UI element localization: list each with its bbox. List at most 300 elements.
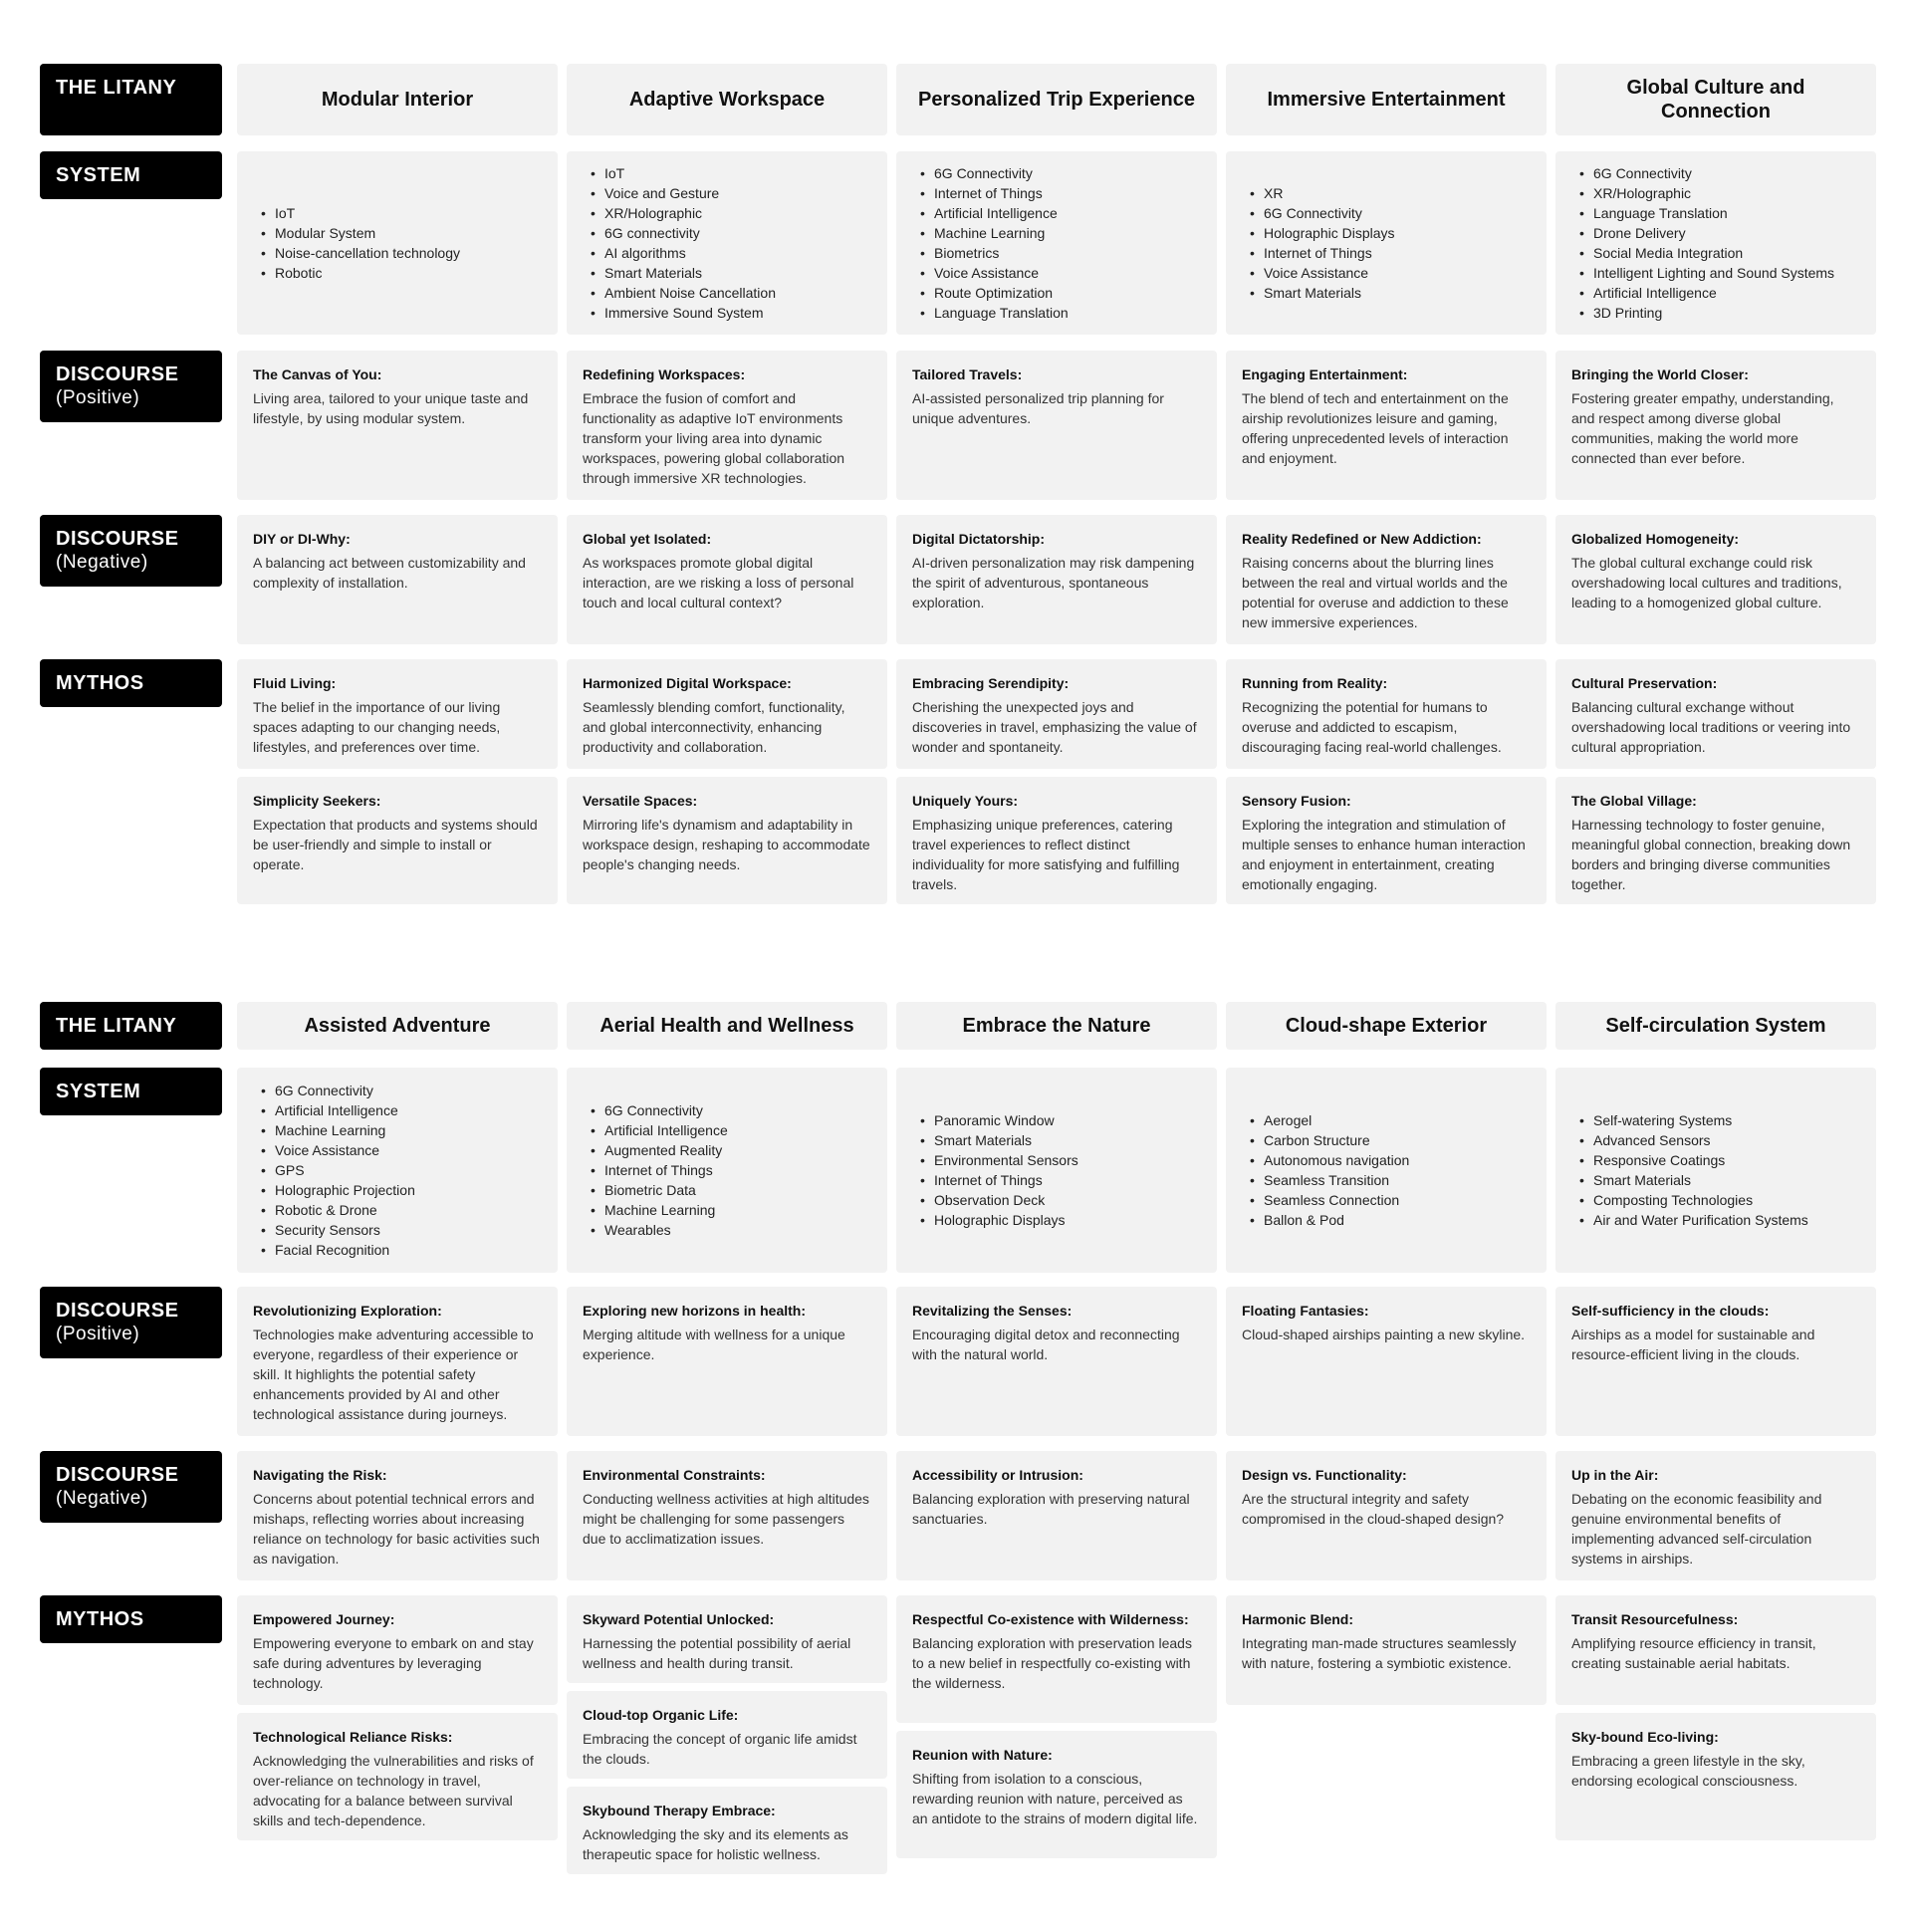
system-item: • Facial Recognition xyxy=(261,1240,415,1260)
system-item: • Ambient Noise Cancellation xyxy=(591,283,776,303)
mythos-column-5 xyxy=(1555,659,1876,906)
mythos-title: Running from Reality: xyxy=(1242,675,1388,691)
mythos-body: Harnessing technology to foster genuine, meaningful global connection, breaking down borders and bringing diverse communities together. xyxy=(1571,817,1851,892)
mythos-stack xyxy=(1555,659,1876,904)
system-list xyxy=(920,1110,1078,1230)
system-column-5 xyxy=(1555,151,1876,335)
discourse-body: Cloud-shaped airships painting a new skyline. xyxy=(1242,1327,1526,1342)
mythos-stack xyxy=(237,659,558,904)
system-item: • Ballon & Pod xyxy=(1250,1210,1409,1230)
negative-discourse-card xyxy=(896,515,1217,644)
negative-column-4 xyxy=(1226,515,1547,644)
discourse-title: Exploring new horizons in health: xyxy=(583,1303,807,1319)
system-item: • Voice and Gesture xyxy=(591,183,776,203)
row-label-subtitle: (Negative) xyxy=(56,1488,148,1509)
mythos-stack xyxy=(1555,1595,1876,1840)
negative-column-2 xyxy=(567,1451,887,1580)
mythos-card xyxy=(567,777,887,904)
negative-label xyxy=(40,1451,222,1523)
negative-discourse-card xyxy=(1226,515,1547,644)
mythos-title: Technological Reliance Risks: xyxy=(253,1729,453,1745)
system-item: • Composting Technologies xyxy=(1579,1190,1808,1210)
row-label-title: MYTHOS xyxy=(56,672,144,694)
discourse-body: Conducting wellness activities at high altitudes might be challenging for some passengers due to acclimatization issues. xyxy=(583,1491,869,1547)
mythos-card xyxy=(567,1595,887,1683)
positive-discourse-card xyxy=(1226,351,1547,500)
mythos-stack xyxy=(896,659,1217,904)
negative-column-3 xyxy=(896,1451,1217,1580)
discourse-title: Bringing the World Closer: xyxy=(1571,366,1749,382)
litany-header: Assisted Adventure xyxy=(237,1002,558,1050)
negative-column-2 xyxy=(567,515,887,644)
system-item: • Language Translation xyxy=(1579,203,1834,223)
system-list xyxy=(1250,183,1395,303)
system-item: • Artificial Intelligence xyxy=(920,203,1069,223)
mythos-body: Acknowledging the vulnerabilities and risks of over-reliance on technology in travel, advocating for a balance between survival skills and tech-dependence. xyxy=(253,1753,534,1828)
positive-discourse-card xyxy=(1555,1287,1876,1436)
discourse-body: The global cultural exchange could risk overshadowing local cultures and traditions, leading to a homogenized global culture. xyxy=(1571,555,1842,610)
litany-header: Global Culture and Connection xyxy=(1555,64,1876,135)
system-item: • Artificial Intelligence xyxy=(1579,283,1834,303)
mythos-title: Skybound Therapy Embrace: xyxy=(583,1803,776,1818)
system-item: • Internet of Things xyxy=(920,183,1069,203)
system-column-4 xyxy=(1226,151,1547,335)
system-column-3 xyxy=(896,1068,1217,1273)
positive-discourse-card xyxy=(567,351,887,500)
system-item: • Observation Deck xyxy=(920,1190,1078,1210)
discourse-body: As workspaces promote global digital interaction, are we risking a loss of personal touch and local cultural context? xyxy=(583,555,854,610)
row-label-subtitle: (Positive) xyxy=(56,1324,140,1344)
mythos-body: Balancing exploration with preservation leads to a new belief in respectfully co-existing with the wilderness. xyxy=(912,1635,1192,1691)
discourse-title: Reality Redefined or New Addiction: xyxy=(1242,531,1482,547)
system-item: • Social Media Integration xyxy=(1579,243,1834,263)
system-item: • Self-watering Systems xyxy=(1579,1110,1808,1130)
mythos-title: Cloud-top Organic Life: xyxy=(583,1707,739,1723)
negative-column-5 xyxy=(1555,1451,1876,1580)
discourse-body: Airships as a model for sustainable and resource-efficient living in the clouds. xyxy=(1571,1327,1815,1362)
row-label-title: THE LITANY xyxy=(56,77,177,99)
mythos-card xyxy=(1226,659,1547,769)
system-column-2 xyxy=(567,151,887,335)
system-item: • Advanced Sensors xyxy=(1579,1130,1808,1150)
litany-header: Personalized Trip Experience xyxy=(896,64,1217,135)
litany-label xyxy=(40,64,222,135)
mythos-title: Simplicity Seekers: xyxy=(253,793,381,809)
litany-column-1 xyxy=(237,64,558,135)
discourse-title: Globalized Homogeneity: xyxy=(1571,531,1740,547)
system-card xyxy=(896,151,1217,335)
system-item: • 6G Connectivity xyxy=(591,1100,728,1120)
positive-column-5 xyxy=(1555,1287,1876,1436)
system-card xyxy=(1226,151,1547,335)
discourse-body: Fostering greater empathy, understanding, and respect among diverse global communities, making the world more connected than ever before. xyxy=(1571,390,1834,466)
mythos-card xyxy=(567,1691,887,1779)
system-item: • Aerogel xyxy=(1250,1110,1409,1130)
mythos-stack xyxy=(567,659,887,904)
positive-column-2 xyxy=(567,1287,887,1436)
mythos-title: Respectful Co-existence with Wilderness: xyxy=(912,1611,1189,1627)
mythos-column-2 xyxy=(567,659,887,906)
system-card xyxy=(1226,1068,1547,1273)
discourse-body: A balancing act between customizability and complexity of installation. xyxy=(253,555,526,591)
discourse-title: Navigating the Risk: xyxy=(253,1467,387,1483)
negative-discourse-card xyxy=(567,1451,887,1580)
system-card xyxy=(567,1068,887,1273)
mythos-stack xyxy=(237,1595,558,1840)
system-item: • Artificial Intelligence xyxy=(261,1100,415,1120)
system-column-1 xyxy=(237,1068,558,1273)
positive-column-3 xyxy=(896,351,1217,500)
positive-label xyxy=(40,1287,222,1358)
litany-header: Adaptive Workspace xyxy=(567,64,887,135)
mythos-card xyxy=(896,1731,1217,1858)
discourse-body: AI-assisted personalized trip planning for unique adventures. xyxy=(912,390,1164,426)
system-item: • Robotic xyxy=(261,263,460,283)
system-card xyxy=(1555,1068,1876,1273)
system-item: • 6G Connectivity xyxy=(1250,203,1395,223)
system-column-3 xyxy=(896,151,1217,335)
discourse-body: The blend of tech and entertainment on the airship revolutionizes leisure and gaming, offering unprecedented levels of interaction and enjoyment. xyxy=(1242,390,1509,466)
discourse-body: Concerns about potential technical errors and mishaps, reflecting worries about increasing reliance on technology for basic activities such as navigation. xyxy=(253,1491,540,1567)
row-label-title: DISCOURSE xyxy=(56,1464,179,1486)
positive-discourse-card xyxy=(896,1287,1217,1436)
system-list xyxy=(261,203,460,283)
mythos-title: Harmonized Digital Workspace: xyxy=(583,675,792,691)
discourse-title: Engaging Entertainment: xyxy=(1242,366,1408,382)
mythos-stack xyxy=(1226,659,1547,904)
system-column-5 xyxy=(1555,1068,1876,1273)
system-item: • IoT xyxy=(261,203,460,223)
system-item: • Machine Learning xyxy=(591,1200,728,1220)
system-column-2 xyxy=(567,1068,887,1273)
litany-column-5 xyxy=(1555,64,1876,135)
discourse-title: Up in the Air: xyxy=(1571,1467,1659,1483)
system-item: • Biometrics xyxy=(920,243,1069,263)
mythos-column-3 xyxy=(896,659,1217,906)
mythos-stack xyxy=(567,1595,887,1874)
discourse-title: Environmental Constraints: xyxy=(583,1467,766,1483)
litany-header: Cloud-shape Exterior xyxy=(1226,1002,1547,1050)
mythos-title: Uniquely Yours: xyxy=(912,793,1019,809)
positive-column-4 xyxy=(1226,1287,1547,1436)
mythos-title: Versatile Spaces: xyxy=(583,793,698,809)
mythos-card xyxy=(1555,1595,1876,1705)
mythos-column-3 xyxy=(896,1595,1217,1874)
system-item: • Drone Delivery xyxy=(1579,223,1834,243)
mythos-card xyxy=(1555,659,1876,769)
system-item: • Machine Learning xyxy=(261,1120,415,1140)
system-card xyxy=(237,151,558,335)
mythos-body: The belief in the importance of our living spaces adapting to our changing needs, lifestyles, and preferences over time. xyxy=(253,699,501,755)
litany-header: Self-circulation System xyxy=(1555,1002,1876,1050)
mythos-card xyxy=(1226,1595,1547,1705)
system-item: • 3D Printing xyxy=(1579,303,1834,323)
mythos-body: Harnessing the potential possibility of aerial wellness and health during transit. xyxy=(583,1635,851,1671)
positive-discourse-card xyxy=(237,1287,558,1436)
negative-column-1 xyxy=(237,1451,558,1580)
negative-discourse-card xyxy=(1555,1451,1876,1580)
mythos-title: Harmonic Blend: xyxy=(1242,1611,1354,1627)
discourse-body: Technologies make adventuring accessible to everyone, regardless of their experience or skill. It highlights the potential safety enhancements provided by AI and other technological assistance during journeys. xyxy=(253,1327,534,1422)
system-item: • Responsive Coatings xyxy=(1579,1150,1808,1170)
negative-discourse-card xyxy=(1555,515,1876,644)
row-label-title: DISCOURSE xyxy=(56,363,179,385)
system-row xyxy=(40,1068,1882,1273)
positive-row xyxy=(40,1287,1882,1436)
mythos-card xyxy=(237,1595,558,1705)
system-item: • Panoramic Window xyxy=(920,1110,1078,1130)
positive-discourse-card xyxy=(1226,1287,1547,1436)
row-label-subtitle: (Negative) xyxy=(56,552,148,573)
system-item: • 6G Connectivity xyxy=(261,1081,415,1100)
system-item: • Smart Materials xyxy=(1579,1170,1808,1190)
mythos-body: Empowering everyone to embark on and stay safe during adventures by leveraging technology. xyxy=(253,1635,534,1691)
mythos-stack xyxy=(896,1595,1217,1858)
mythos-body: Expectation that products and systems should be user-friendly and simple to install or operate. xyxy=(253,817,538,872)
discourse-body: Encouraging digital detox and reconnecting with the natural world. xyxy=(912,1327,1180,1362)
system-item: • Internet of Things xyxy=(920,1170,1078,1190)
discourse-title: Floating Fantasies: xyxy=(1242,1303,1369,1319)
positive-column-5 xyxy=(1555,351,1876,500)
discourse-title: Design vs. Functionality: xyxy=(1242,1467,1407,1483)
system-item: • XR/Holographic xyxy=(1579,183,1834,203)
positive-discourse-card xyxy=(237,351,558,500)
system-item: • GPS xyxy=(261,1160,415,1180)
mythos-title: Skyward Potential Unlocked: xyxy=(583,1611,775,1627)
negative-column-4 xyxy=(1226,1451,1547,1580)
litany-header: Aerial Health and Wellness xyxy=(567,1002,887,1050)
negative-label xyxy=(40,515,222,587)
litany-column-4 xyxy=(1226,64,1547,135)
row-label-subtitle: (Positive) xyxy=(56,387,140,408)
mythos-title: Fluid Living: xyxy=(253,675,337,691)
system-item: • Augmented Reality xyxy=(591,1140,728,1160)
mythos-column-4 xyxy=(1226,1595,1547,1874)
discourse-body: AI-driven personalization may risk dampening the spirit of adventurous, spontaneous exploration. xyxy=(912,555,1195,610)
system-column-1 xyxy=(237,151,558,335)
negative-column-3 xyxy=(896,515,1217,644)
system-item: • Wearables xyxy=(591,1220,728,1240)
system-item: • AI algorithms xyxy=(591,243,776,263)
mythos-card xyxy=(1555,1713,1876,1840)
mythos-body: Mirroring life's dynamism and adaptability in workspace design, reshaping to accommodate people's changing needs. xyxy=(583,817,870,872)
mythos-body: Cherishing the unexpected joys and discoveries in travel, emphasizing the value of wonder and spontaneity. xyxy=(912,699,1197,755)
system-list xyxy=(591,163,776,323)
litany-column-4 xyxy=(1226,1002,1547,1050)
system-item: • Internet of Things xyxy=(591,1160,728,1180)
mythos-body: Acknowledging the sky and its elements as therapeutic space for holistic wellness. xyxy=(583,1826,848,1862)
mythos-card xyxy=(237,659,558,769)
system-item: • Carbon Structure xyxy=(1250,1130,1409,1150)
mythos-title: Empowered Journey: xyxy=(253,1611,395,1627)
mythos-column-4 xyxy=(1226,659,1547,906)
mythos-card xyxy=(896,659,1217,769)
mythos-title: Sensory Fusion: xyxy=(1242,793,1351,809)
negative-discourse-card xyxy=(567,515,887,644)
negative-discourse-card xyxy=(237,515,558,644)
system-label xyxy=(40,1068,222,1115)
litany-label xyxy=(40,1002,222,1050)
system-item: • Voice Assistance xyxy=(920,263,1069,283)
mythos-row xyxy=(40,1595,1882,1874)
positive-discourse-card xyxy=(896,351,1217,500)
system-item: • XR/Holographic xyxy=(591,203,776,223)
system-item: • Holographic Projection xyxy=(261,1180,415,1200)
discourse-title: Accessibility or Intrusion: xyxy=(912,1467,1083,1483)
system-item: • Route Optimization xyxy=(920,283,1069,303)
litany-column-3 xyxy=(896,64,1217,135)
mythos-title: Cultural Preservation: xyxy=(1571,675,1718,691)
system-list xyxy=(920,163,1069,323)
mythos-title: Embracing Serendipity: xyxy=(912,675,1070,691)
litany-column-1 xyxy=(237,1002,558,1050)
system-item: • Smart Materials xyxy=(591,263,776,283)
system-card xyxy=(896,1068,1217,1273)
system-list xyxy=(261,1081,415,1260)
mythos-title: Reunion with Nature: xyxy=(912,1747,1053,1763)
system-item: • Language Translation xyxy=(920,303,1069,323)
litany-row xyxy=(40,1002,1882,1050)
mythos-body: Recognizing the potential for humans to overuse and addicted to escapism, discouraging facing real-world challenges. xyxy=(1242,699,1502,755)
mythos-card xyxy=(567,1787,887,1874)
mythos-card xyxy=(567,659,887,769)
litany-header: Embrace the Nature xyxy=(896,1002,1217,1050)
mythos-card xyxy=(896,1595,1217,1723)
mythos-column-1 xyxy=(237,1595,558,1874)
system-item: • Voice Assistance xyxy=(261,1140,415,1160)
mythos-card xyxy=(1555,777,1876,904)
litany-column-3 xyxy=(896,1002,1217,1050)
mythos-body: Balancing cultural exchange without overshadowing local traditions or veering into cultural appropriation. xyxy=(1571,699,1851,755)
system-item: • Seamless Connection xyxy=(1250,1190,1409,1210)
discourse-title: Digital Dictatorship: xyxy=(912,531,1046,547)
discourse-title: Global yet Isolated: xyxy=(583,531,712,547)
positive-column-4 xyxy=(1226,351,1547,500)
litany-header: Immersive Entertainment xyxy=(1226,64,1547,135)
row-label-title: THE LITANY xyxy=(56,1015,177,1037)
system-item: • Machine Learning xyxy=(920,223,1069,243)
discourse-title: The Canvas of You: xyxy=(253,366,382,382)
negative-row xyxy=(40,515,1882,644)
positive-discourse-card xyxy=(567,1287,887,1436)
mythos-column-1 xyxy=(237,659,558,906)
mythos-card xyxy=(237,777,558,904)
mythos-row xyxy=(40,659,1882,906)
litany-column-2 xyxy=(567,1002,887,1050)
discourse-body: Balancing exploration with preserving natural sanctuaries. xyxy=(912,1491,1190,1527)
mythos-card xyxy=(1226,777,1547,904)
system-item: • Artificial Intelligence xyxy=(591,1120,728,1140)
system-list xyxy=(591,1100,728,1240)
system-item: • Security Sensors xyxy=(261,1220,415,1240)
system-label xyxy=(40,151,222,199)
discourse-body: Debating on the economic feasibility and genuine environmental benefits of implementing advanced self-circulation systems in airships. xyxy=(1571,1491,1822,1567)
negative-row xyxy=(40,1451,1882,1580)
system-item: • Smart Materials xyxy=(1250,283,1395,303)
discourse-body: Are the structural integrity and safety compromised in the cloud-shaped design? xyxy=(1242,1491,1505,1527)
discourse-body: Embrace the fusion of comfort and functionality as adaptive IoT environments transform your living area into dynamic workspaces, powering global collaboration through immersive XR technologies. xyxy=(583,390,845,486)
mythos-body: Integrating man-made structures seamlessly with nature, fostering a symbiotic existence. xyxy=(1242,1635,1517,1671)
discourse-title: Revitalizing the Senses: xyxy=(912,1303,1073,1319)
system-item: • 6G Connectivity xyxy=(1579,163,1834,183)
mythos-body: Embracing a green lifestyle in the sky, endorsing ecological consciousness. xyxy=(1571,1753,1805,1789)
system-item: • Robotic & Drone xyxy=(261,1200,415,1220)
negative-discourse-card xyxy=(896,1451,1217,1580)
negative-discourse-card xyxy=(1226,1451,1547,1580)
mythos-body: Emphasizing unique preferences, catering travel experiences to reflect distinct individuality for more satisfying and fulfilling travels. xyxy=(912,817,1180,892)
system-item: • Immersive Sound System xyxy=(591,303,776,323)
mythos-body: Embracing the concept of organic life amidst the clouds. xyxy=(583,1731,857,1767)
mythos-column-5 xyxy=(1555,1595,1876,1874)
positive-column-2 xyxy=(567,351,887,500)
mythos-body: Shifting from isolation to a conscious, rewarding reunion with nature, perceived as an antidote to the strains of modern digital life. xyxy=(912,1771,1198,1826)
row-label-title: MYTHOS xyxy=(56,1608,144,1630)
system-item: • Air and Water Purification Systems xyxy=(1579,1210,1808,1230)
mythos-title: Transit Resourcefulness: xyxy=(1571,1611,1739,1627)
discourse-title: Redefining Workspaces: xyxy=(583,366,746,382)
system-item: • Seamless Transition xyxy=(1250,1170,1409,1190)
mythos-body: Amplifying resource efficiency in transit, creating sustainable aerial habitats. xyxy=(1571,1635,1816,1671)
mythos-body: Exploring the integration and stimulation of multiple senses to enhance human interaction and enjoyment in entertainment, creating emotionally engaging. xyxy=(1242,817,1526,892)
row-label-title: SYSTEM xyxy=(56,164,141,186)
positive-column-1 xyxy=(237,351,558,500)
positive-discourse-card xyxy=(1555,351,1876,500)
system-row xyxy=(40,151,1882,335)
system-item: • Autonomous navigation xyxy=(1250,1150,1409,1170)
negative-column-1 xyxy=(237,515,558,644)
litany-column-2 xyxy=(567,64,887,135)
mythos-title: Sky-bound Eco-living: xyxy=(1571,1729,1719,1745)
discourse-body: Living area, tailored to your unique taste and lifestyle, by using modular system. xyxy=(253,390,529,426)
system-list xyxy=(1250,1110,1409,1230)
system-item: • IoT xyxy=(591,163,776,183)
system-item: • 6G connectivity xyxy=(591,223,776,243)
positive-column-1 xyxy=(237,1287,558,1436)
positive-column-3 xyxy=(896,1287,1217,1436)
system-item: • Biometric Data xyxy=(591,1180,728,1200)
discourse-body: Merging altitude with wellness for a unique experience. xyxy=(583,1327,845,1362)
discourse-title: Tailored Travels: xyxy=(912,366,1023,382)
mythos-label xyxy=(40,1595,222,1643)
system-item: • Holographic Displays xyxy=(1250,223,1395,243)
litany-row xyxy=(40,64,1882,135)
negative-discourse-card xyxy=(237,1451,558,1580)
mythos-column-2 xyxy=(567,1595,887,1874)
mythos-card xyxy=(237,1713,558,1840)
positive-row xyxy=(40,351,1882,500)
system-card xyxy=(1555,151,1876,335)
row-label-title: SYSTEM xyxy=(56,1081,141,1102)
litany-column-5 xyxy=(1555,1002,1876,1050)
row-label-title: DISCOURSE xyxy=(56,1300,179,1322)
system-item: • Voice Assistance xyxy=(1250,263,1395,283)
discourse-body: Raising concerns about the blurring lines between the real and virtual worlds and the potential for overuse and addiction to these new immersive experiences. xyxy=(1242,555,1509,630)
mythos-label xyxy=(40,659,222,707)
system-item: • Modular System xyxy=(261,223,460,243)
discourse-title: Revolutionizing Exploration: xyxy=(253,1303,442,1319)
positive-label xyxy=(40,351,222,422)
system-item: • Holographic Displays xyxy=(920,1210,1078,1230)
system-item: • Internet of Things xyxy=(1250,243,1395,263)
system-card xyxy=(237,1068,558,1273)
system-list xyxy=(1579,163,1834,323)
system-item: • Noise-cancellation technology xyxy=(261,243,460,263)
system-item: • Smart Materials xyxy=(920,1130,1078,1150)
system-item: • 6G Connectivity xyxy=(920,163,1069,183)
system-item: • Intelligent Lighting and Sound Systems xyxy=(1579,263,1834,283)
mythos-title: The Global Village: xyxy=(1571,793,1697,809)
negative-column-5 xyxy=(1555,515,1876,644)
